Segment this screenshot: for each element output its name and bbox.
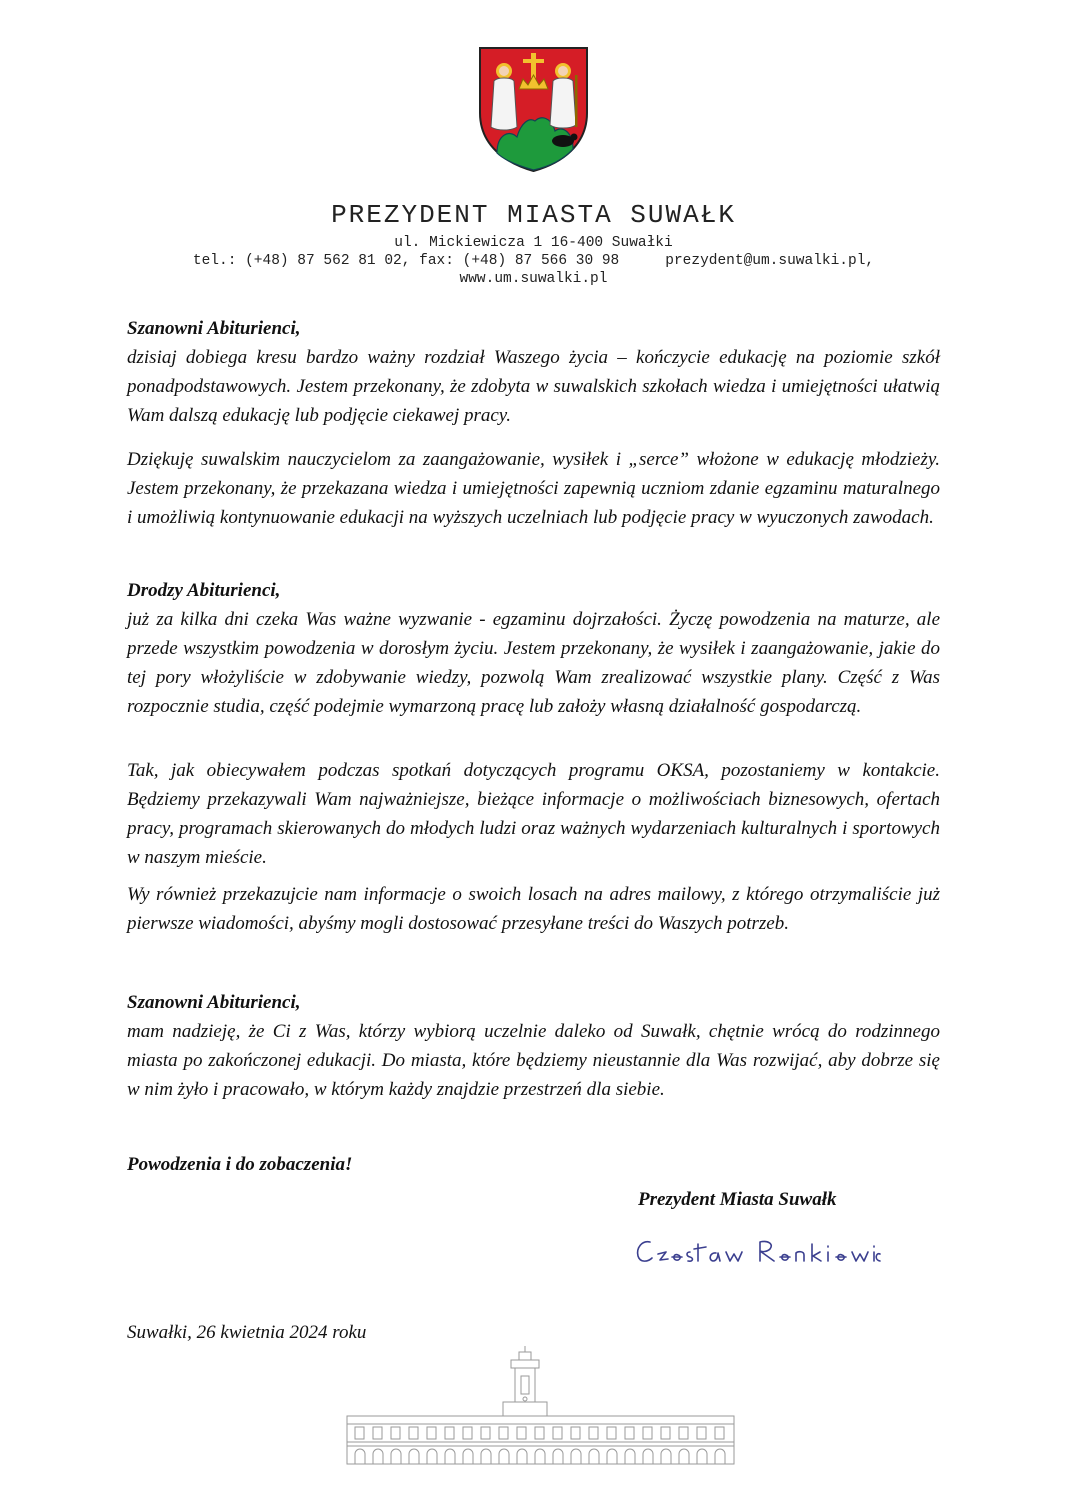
signer-title: Prezydent Miasta Suwałk	[638, 1189, 837, 1210]
letterhead-address: ul. Mickiewicza 1 16-400 Suwałki	[394, 235, 673, 251]
section-3	[127, 576, 940, 721]
letterhead-email[interactable]: prezydent@um.suwalki.pl,	[665, 253, 875, 269]
letterhead-phone-fax: tel.: (+48) 87 562 81 02, fax: (+48) 87 566 30 98	[192, 253, 620, 269]
paragraph: Dziękuję suwalskim nauczycielom za zaangażowanie, wysiłek i „serce” włożone w edukację młodzieży. Jestem przekonany, że przekazana wiedza i umiejętności zapewnią uczniom zdanie egzaminu maturalnego i umożliwią kontynuowanie edukacji na wyższych uczelniach lub podjęcie pracy w wyuczonych zawodach.	[127, 449, 940, 528]
letterhead-contact	[100, 252, 967, 270]
handwritten-signature	[632, 1232, 882, 1272]
salutation: Szanowni Abiturienci,	[127, 318, 301, 339]
closing-line: Powodzenia i do zobaczenia!	[127, 1154, 353, 1175]
paragraph: dzisiaj dobiega kresu bardzo ważny rozdział Waszego życia – kończycie edukację na poziomie szkół ponadpodstawowych. Jestem przekonany, że zdobyta w suwalskich szkołach wiedza i umiejętności ułatwią Wam dalszą edukację lub podjęcie ciekawej pracy.	[127, 347, 940, 426]
letterhead-title: PREZYDENT MIASTA SUWAŁK	[331, 200, 736, 230]
letterhead-website[interactable]: www.um.suwalki.pl	[459, 271, 608, 287]
town-hall-illustration	[343, 1346, 738, 1466]
section-2	[127, 445, 940, 532]
suwalki-coat-of-arms	[477, 45, 590, 173]
paragraph: Wy również przekazujcie nam informacje o swoich losach na adres mailowy, z którego otrzymaliście już pierwsze wiadomości, abyśmy mogli dostosować przesyłane treści do Waszych potrzeb.	[127, 884, 940, 934]
section-4	[127, 756, 940, 872]
section-1	[127, 314, 940, 430]
paragraph: mam nadzieję, że Ci z Was, którzy wybiorą uczelnie daleko od Suwałk, chętnie wrócą do rodzinnego miasta po zakończonej edukacji. Do miasta, które będziemy nieustannie dla Was rozwijać, aby dobrze się w nim żyło i pracowało, w którym każdy znajdzie przestrzeń dla siebie.	[127, 1021, 940, 1100]
section-5	[127, 880, 940, 938]
paragraph: już za kilka dni czeka Was ważne wyzwanie - egzaminu dojrzałości. Życzę powodzenia na maturze, ale przede wszystkim powodzenia w dorosłym życiu. Jestem przekonany, że wysiłek i zaangażowanie, jakie do tej pory włożyliście w zdobywanie wiedzy, pozwolą Wam zrealizować wszystkie plany. Część z Was rozpocznie studia, część podejmie wymarzoną pracę lub założy własną działalność gospodarczą.	[127, 609, 940, 717]
salutation: Szanowni Abiturienci,	[127, 992, 301, 1013]
paragraph: Tak, jak obiecywałem podczas spotkań dotyczących programu OKSA, pozostaniemy w kontakcie. Będziemy przekazywali Wam najważniejsze, bieżące informacje o możliwościach biznesowych, ofertach pracy, programach skierowanych do młodych ludzi oraz ważnych wydarzeniach kulturalnych i sportowych w naszym mieście.	[127, 760, 940, 868]
salutation: Drodzy Abiturienci,	[127, 580, 281, 601]
section-6	[127, 988, 940, 1104]
place-and-date: Suwałki, 26 kwietnia 2024 roku	[127, 1322, 367, 1343]
